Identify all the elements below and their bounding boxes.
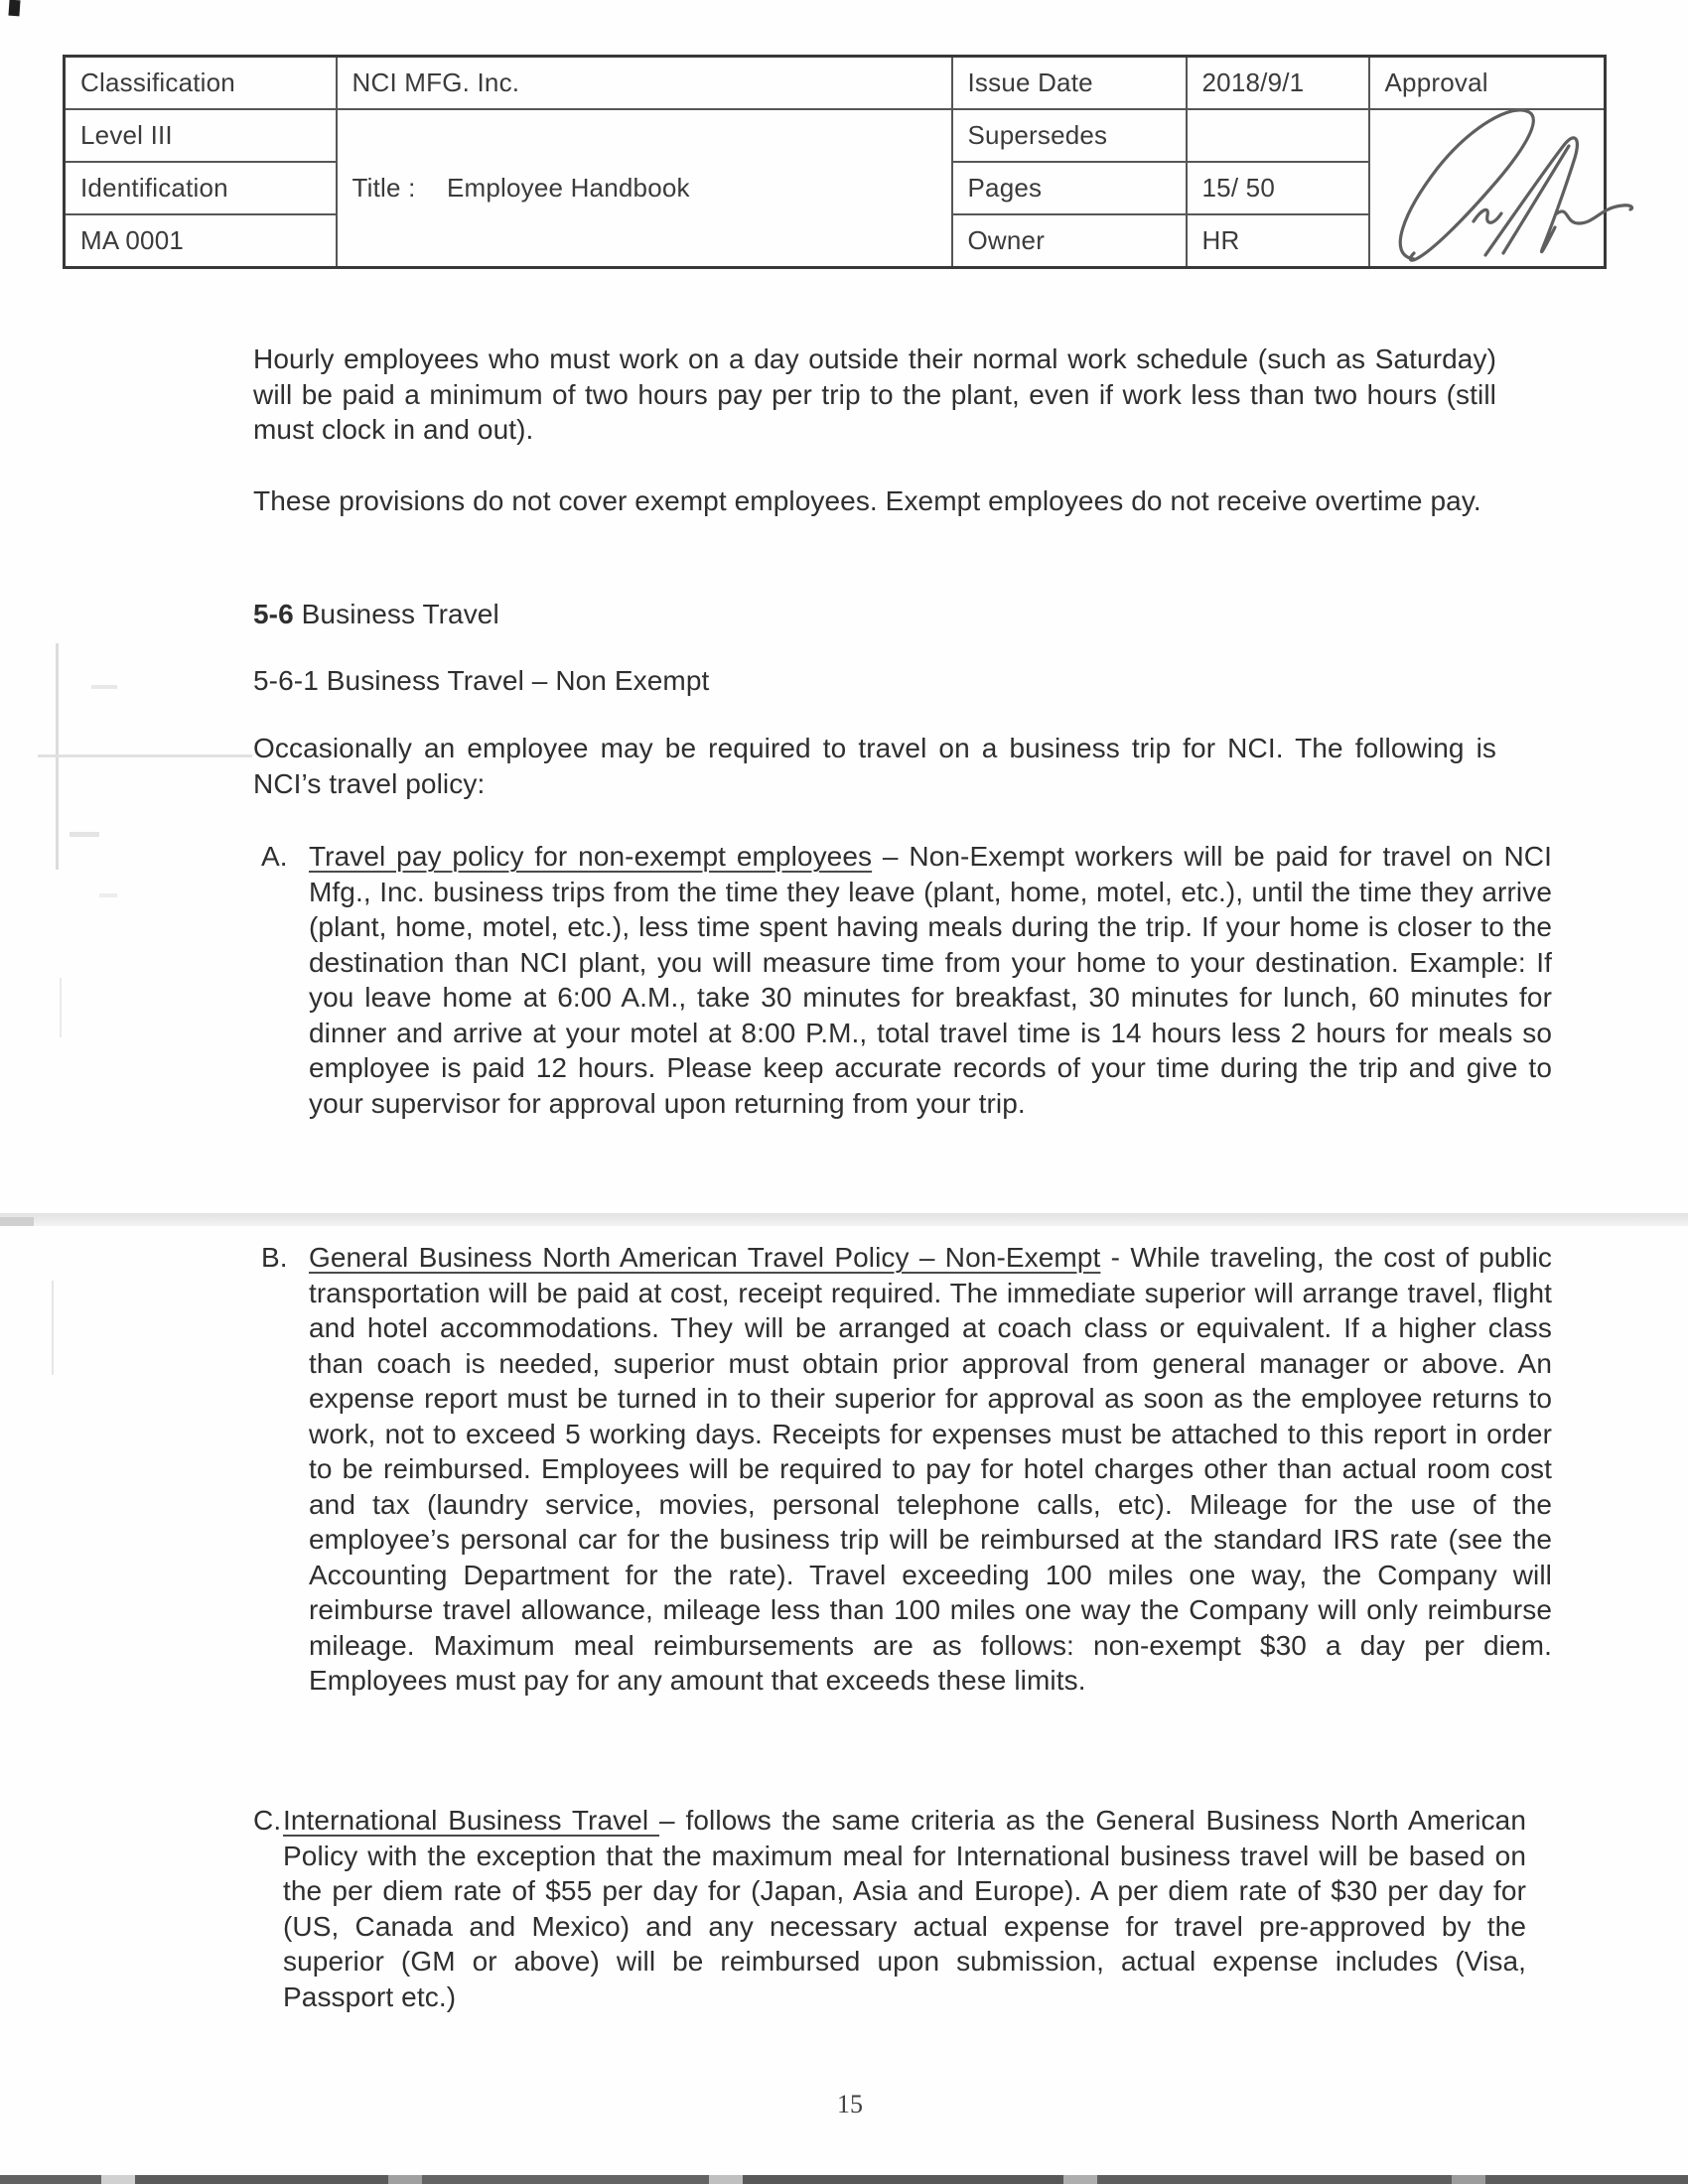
scan-streak-vertical [56, 643, 59, 870]
scan-smudge [99, 893, 117, 897]
company-name: NCI MFG. Inc. [337, 57, 952, 110]
approval-label: Approval [1369, 57, 1606, 110]
scan-corner-mark [8, 0, 20, 16]
classification-level: Level III [65, 109, 337, 162]
list-item-a-travel-pay-policy [253, 839, 1552, 1121]
approval-signature [1374, 102, 1611, 271]
title-value: Employee Handbook [446, 173, 690, 203]
list-item-text: - While traveling, the cost of public transportation will be paid at cost, receipt required. The immediate superior will arrange travel, flight and hotel accommodations. They will be arranged at coach class or equivalent. If a higher class than coach is needed, superior must obtain prior approval from general manager or above. An expense report must be turned in to their superior for approval as soon as the employee returns to work, not to exceed 5 working days. Receipts for expenses must be attached to this report in order to be reimbursed. Employees will be required to pay for hotel charges other than actual room cost and tax (laundry service, movies, personal telephone calls, etc). Mileage for the use of the employee’s personal car for the business trip will be reimbursed at the standard IRS rate (see the Accounting Department for the rate). Travel exceeding 100 miles one way, the Company will reimburse travel allowance, mileage less than 100 miles one way the Company will only reimburse mileage. Maximum meal reimbursements are as follows: non-exempt $30 a day per diem. Employees must pay for any amount that exceeds these limits. [309, 1242, 1552, 1696]
scan-smudge [91, 685, 117, 689]
list-item-heading: International Business Travel [283, 1805, 660, 1836]
list-item-text: – follows the same criteria as the General Business North American Policy with the exception that the maximum meal for International business travel will be based on the per diem rate of $55 per day for (Japan, Asia and Europe). A per diem rate of $30 per day for (US, Canada and Mexico) and any necessary actual expense for travel pre-approved by the superior (GM or above) will be reimbursed upon submission, actual expense includes (Visa, Passport etc.) [283, 1805, 1526, 2012]
classification-label: Classification [65, 57, 337, 110]
document-title-cell [337, 109, 952, 268]
supersedes-value [1187, 109, 1369, 162]
subsection-heading-non-exempt: 5-6-1 Business Travel – Non Exempt [253, 665, 710, 696]
list-item-c-international-travel [253, 1803, 1526, 2014]
pages-label: Pages [952, 162, 1187, 214]
supersedes-label: Supersedes [952, 109, 1187, 162]
document-header-table [63, 55, 1607, 269]
issue-date-label: Issue Date [952, 57, 1187, 110]
scan-bottom-edge [0, 2175, 1688, 2184]
scan-gray-band [0, 1213, 1688, 1226]
list-item-text: – Non-Exempt workers will be paid for travel on NCI Mfg., Inc. business trips from the time they leave (plant, home, motel, etc.), until the time they arrive (plant, home, motel, etc.), less time spent having meals during the trip. If your home is closer to the destination than NCI plant, you will measure time from your home to your destination. Example: If you leave home at 6:00 A.M., take 30 minutes for breakfast, 30 minutes for lunch, 60 minutes for dinner and arrive at your motel at 8:00 P.M., total travel time is 14 hours less 2 hours for meals so employee is paid 12 hours. Please keep accurate records of your time during the trip and give to your supervisor for approval upon returning from your trip. [309, 841, 1552, 1119]
title-label: Title : [352, 173, 416, 203]
paragraph-hourly-pay: Hourly employees who must work on a day outside their normal work schedule (such as Saturday) will be paid a minimum of two hours pay per trip to the plant, even if work less than two hours (still must clock in and out). [253, 343, 1496, 445]
list-item-heading: General Business North American Travel Policy – Non-Exempt [309, 1242, 1101, 1273]
list-item-label: A. [261, 841, 288, 872]
scan-streak-horizontal [38, 754, 252, 757]
list-item-label: C. [253, 1805, 282, 1836]
scan-smudge [70, 832, 99, 837]
issue-date-value: 2018/9/1 [1187, 57, 1369, 110]
owner-label: Owner [952, 214, 1187, 268]
identification-value: MA 0001 [65, 214, 337, 268]
paragraph-travel-intro: Occasionally an employee may be required to travel on a business trip for NCI. The following is NCI’s travel policy: [253, 733, 1496, 799]
approval-signature-cell [1369, 109, 1606, 268]
header-row-1 [65, 57, 1606, 110]
list-item-b-general-business-travel [253, 1240, 1552, 1699]
scan-streak-vertical [52, 1281, 54, 1375]
pages-value: 15/ 50 [1187, 162, 1369, 214]
scan-gray-band-edge [0, 1217, 34, 1226]
section-heading-business-travel [253, 597, 1496, 632]
list-item-heading: Travel pay policy for non-exempt employees [309, 841, 873, 872]
paragraph-exempt-provisions: These provisions do not cover exempt employees. Exempt employees do not receive overtime pay. [253, 485, 1481, 516]
section-number: 5-6 [253, 599, 294, 629]
page-number: 15 [837, 2090, 863, 2118]
owner-value: HR [1187, 214, 1369, 268]
header-row-2 [65, 109, 1606, 162]
identification-label: Identification [65, 162, 337, 214]
scan-streak-vertical [60, 978, 62, 1037]
list-item-label: B. [261, 1242, 288, 1273]
section-title: Business Travel [293, 599, 499, 629]
